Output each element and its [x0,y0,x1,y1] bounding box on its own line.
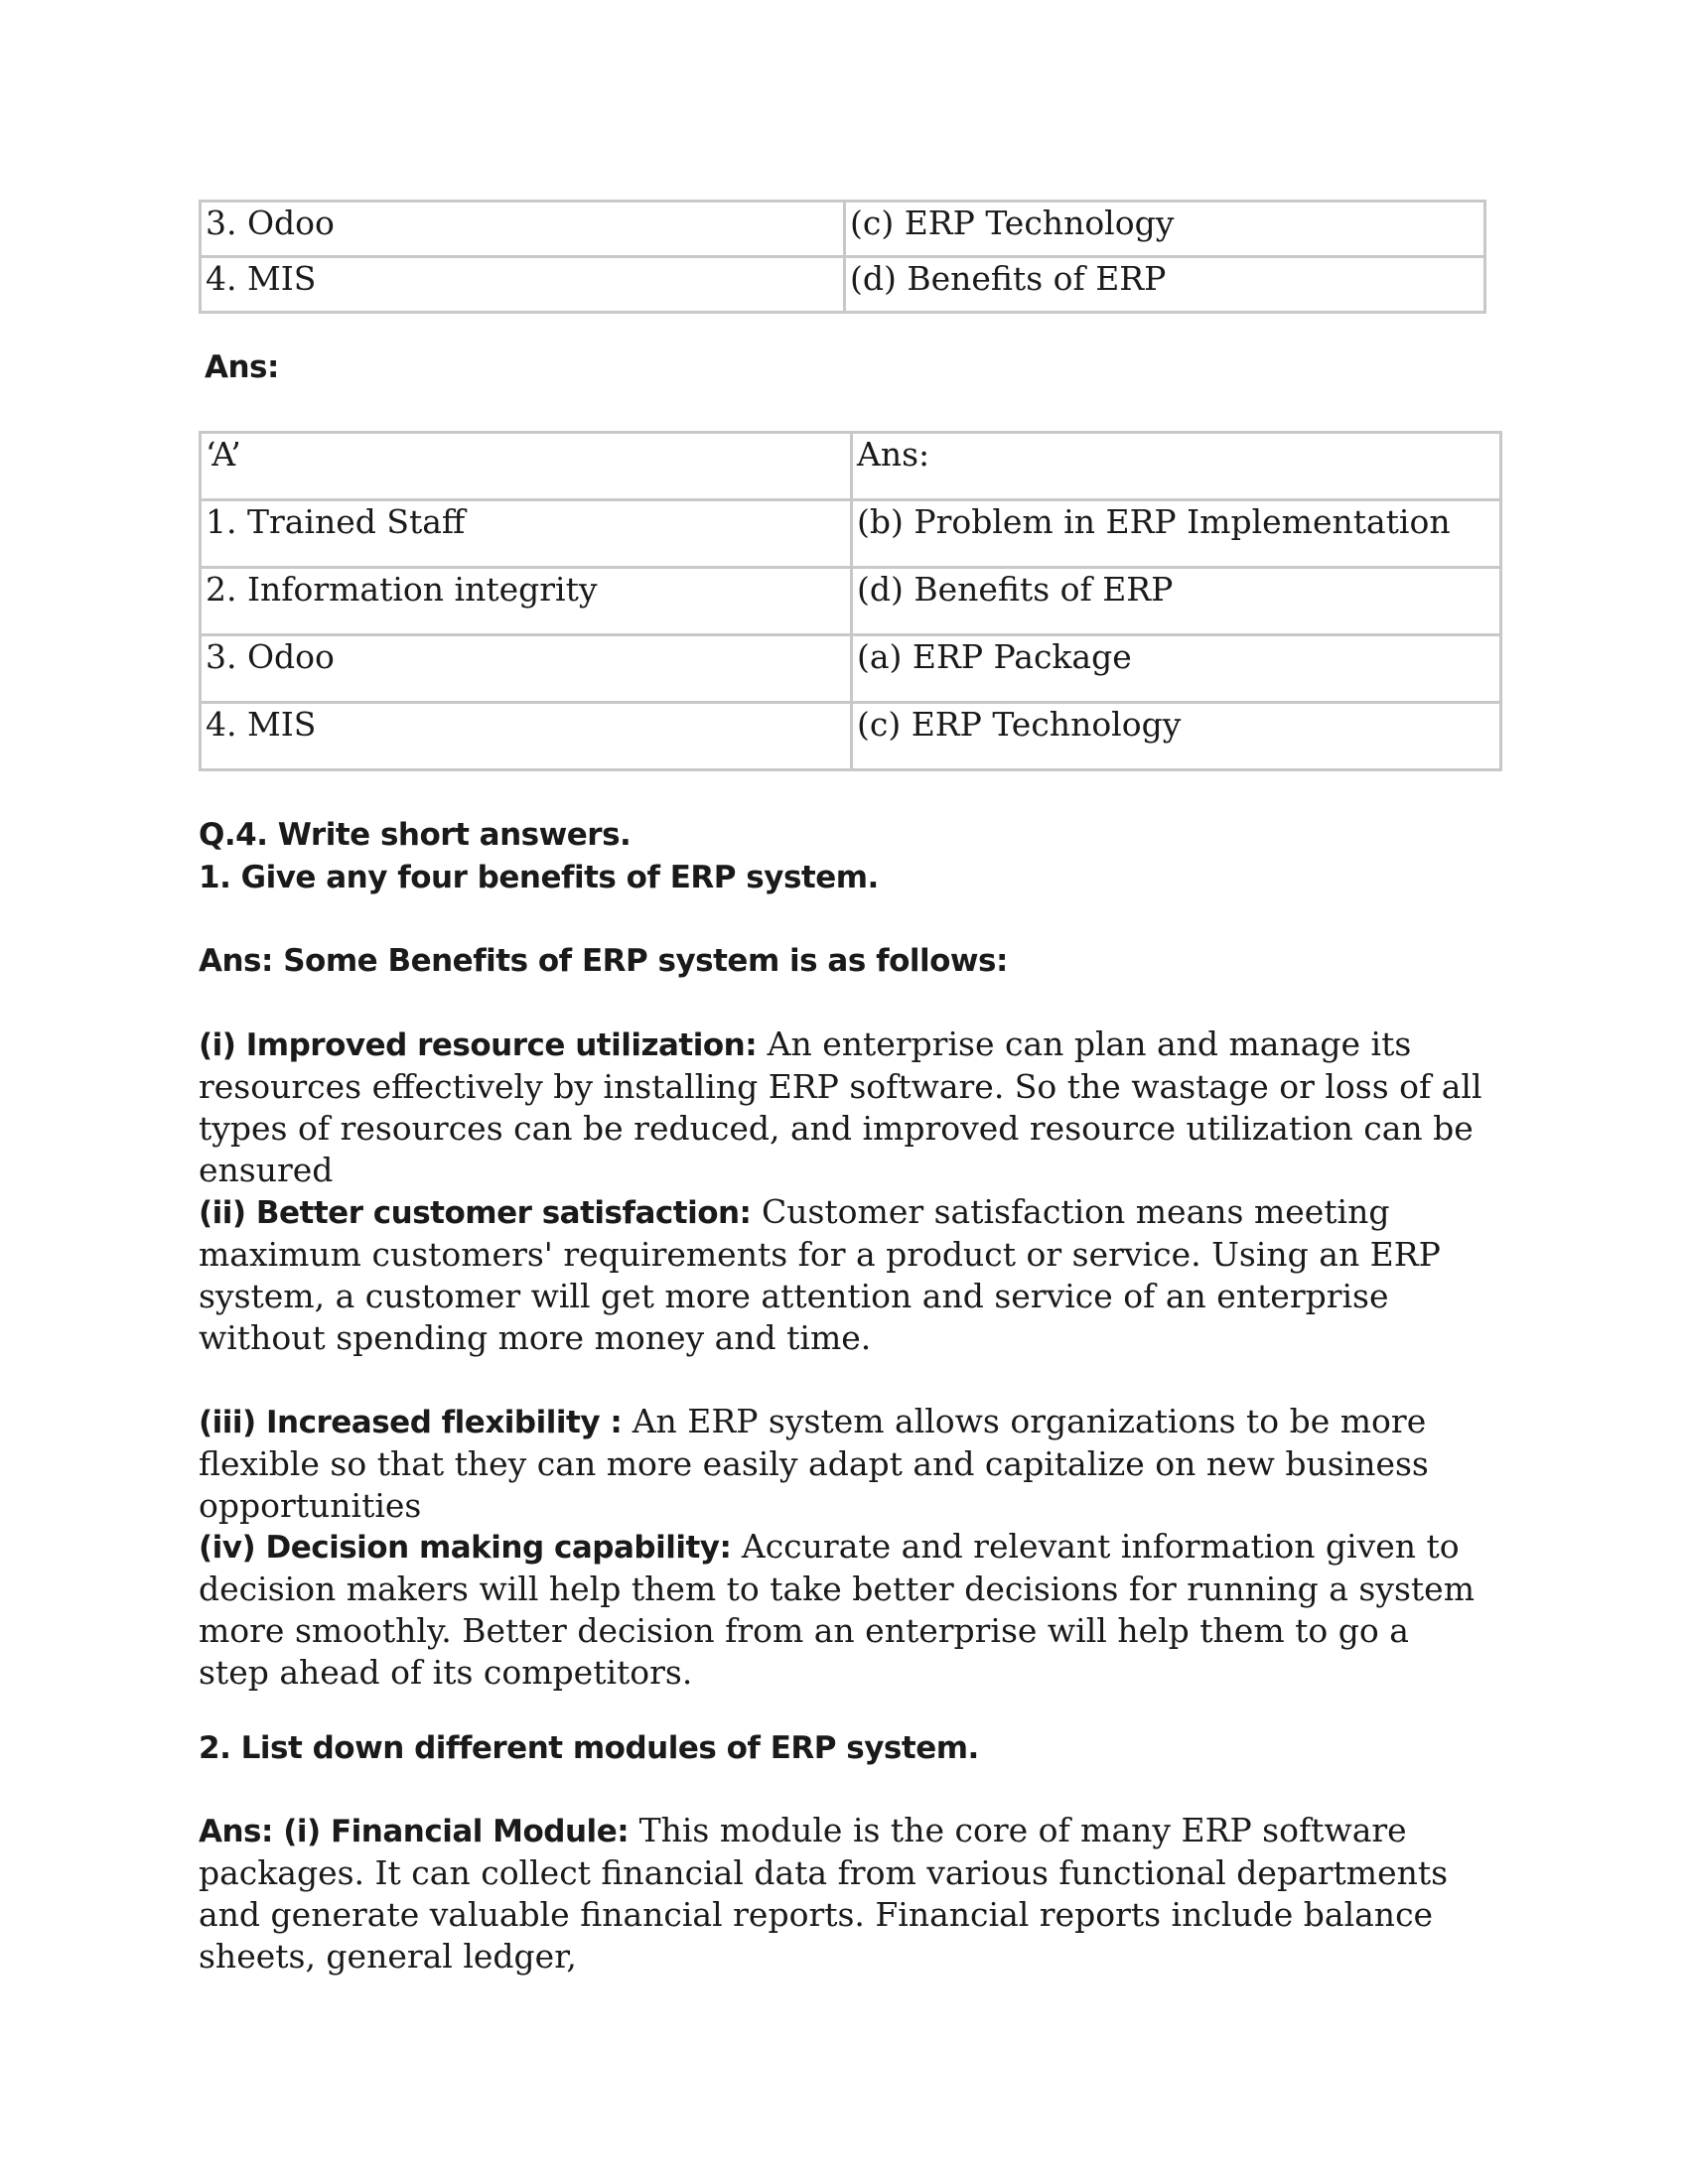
table-cell: (a) ERP Package [852,635,1501,703]
module-label: Ans: (i) Financial Module: [199,1814,630,1849]
table-cell: 4. MIS [201,257,845,313]
table-row [201,568,1501,635]
table-header-row [201,433,1501,500]
benefit-paragraph [199,1401,1489,1527]
benefit-paragraph [199,1191,1489,1359]
table-row [201,257,1485,313]
answer-intro: Ans: Some Benefits of ERP system is as follows: [199,943,1008,979]
benefit-label: (ii) Better customer satisfaction: [199,1195,752,1231]
question-1: 1. Give any four benefits of ERP system. [199,860,879,895]
module-paragraph [199,1810,1489,1978]
section-title: Q.4. Write short answers. [199,817,632,853]
match-table-continued [199,200,1486,314]
benefit-label: (iii) Increased flexibility : [199,1405,623,1440]
table-row [201,202,1485,257]
table-header-cell: Ans: [852,433,1501,500]
benefit-paragraph [199,1526,1489,1694]
table-header-cell: ‘A’ [201,433,852,500]
question-2: 2. List down different modules of ERP system. [199,1730,979,1766]
benefit-text: Accurate and relevant information given to decision makers will help them to take better decisions for running a system more smoothly. Better decision from an enterprise will help them to go a step ahead of its competitors. [199,1527,1475,1692]
module-text: This module is the core of many ERP software packages. It can collect financial data from various functional departments and generate valuable financial reports. Financial reports include balance sheets, general ledger, [199,1811,1449,1976]
table-cell: (c) ERP Technology [845,202,1485,257]
table-cell: (d) Benefits of ERP [852,568,1501,635]
benefit-text: An ERP system allows organizations to be more flexible so that they can more easily adapt and capitalize on new business opportunities [199,1402,1429,1525]
table-cell: (b) Problem in ERP Implementation [852,500,1501,568]
table-cell: 2. Information integrity [201,568,852,635]
table-row [201,500,1501,568]
table-cell: 3. Odoo [201,635,852,703]
table-cell: (c) ERP Technology [852,703,1501,770]
benefit-label: (iv) Decision making capability: [199,1530,732,1566]
table-row [201,703,1501,770]
benefit-text: An enterprise can plan and manage its resources effectively by installing ERP software. So the wastage or loss of all types of resources can be reduced, and improved resource utilization can be ensured [199,1024,1482,1189]
benefit-text: Customer satisfaction means meeting maximum customers' requirements for a product or service. Using an ERP system, a customer will get more attention and service of an enterprise without spending more money and time. [199,1192,1441,1357]
answer-table [199,431,1502,771]
benefit-paragraph [199,1024,1489,1191]
table-cell: (d) Benefits of ERP [845,257,1485,313]
table-cell: 3. Odoo [201,202,845,257]
table-row [201,635,1501,703]
table-cell: 4. MIS [201,703,852,770]
benefit-label: (i) Improved resource utilization: [199,1027,758,1063]
table-cell: 1. Trained Staff [201,500,852,568]
ans-heading: Ans: [205,349,279,385]
